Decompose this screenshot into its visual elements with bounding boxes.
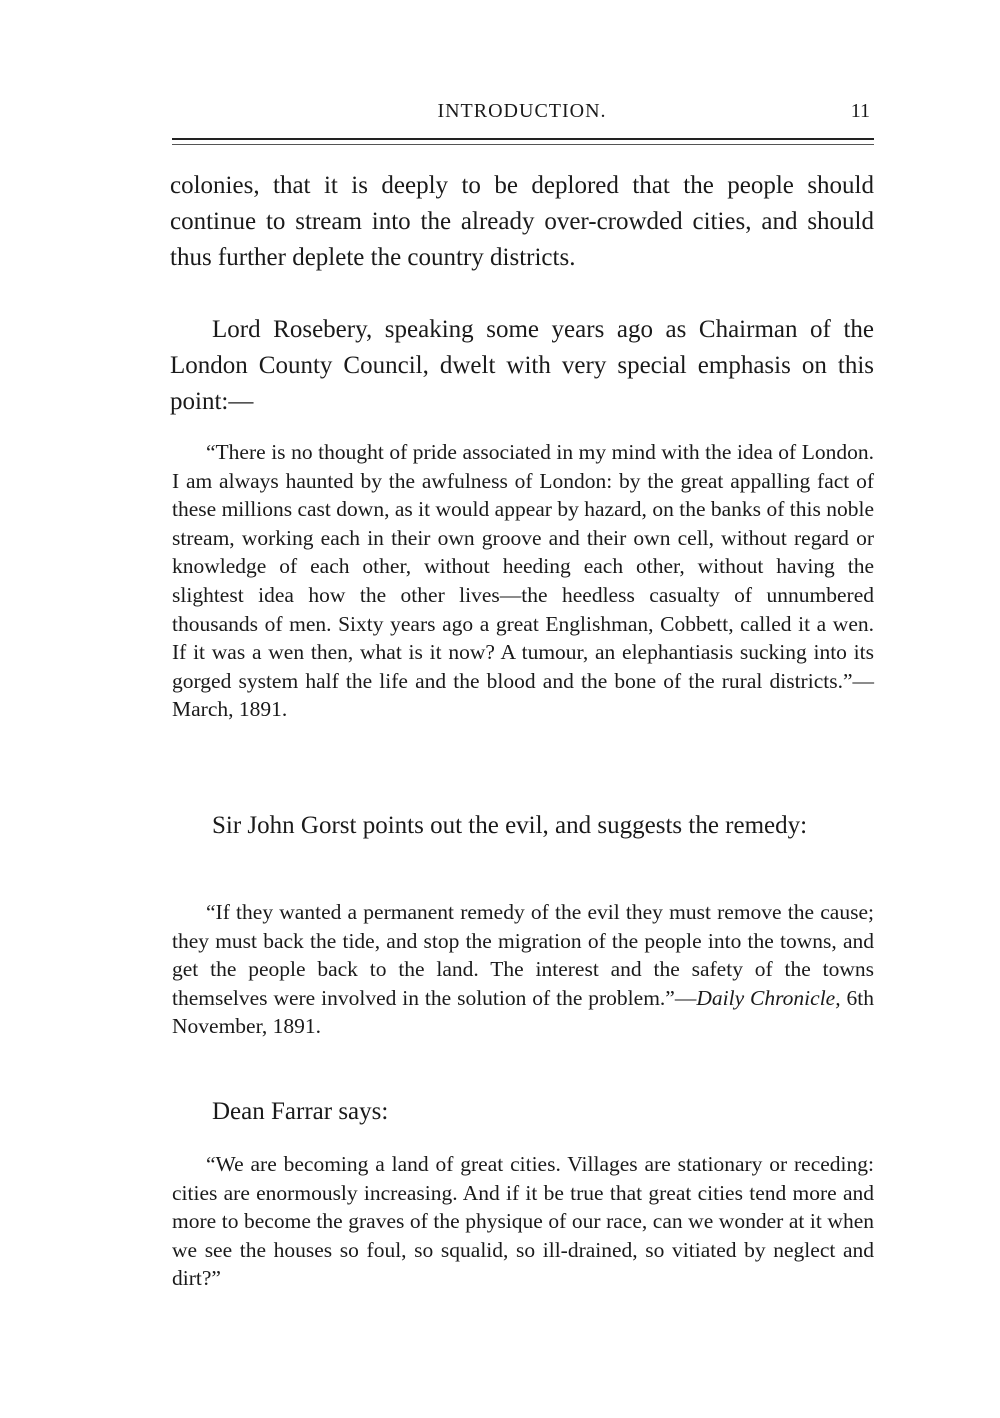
running-title: INTRODUCTION. xyxy=(437,100,607,122)
running-head xyxy=(172,98,872,128)
quote-gorst-date: 6th November, 1891. xyxy=(172,985,874,1039)
header-rule xyxy=(172,138,874,140)
quote-gorst-source: Daily Chronicle, xyxy=(696,985,841,1010)
paragraph-farrar-intro: Dean Farrar says: xyxy=(212,1098,389,1125)
quote-gorst xyxy=(172,898,874,1041)
paragraph-continuation: colonies, that it is deeply to be deplored that the people should continue to stream into the already over-crowded cities, and should thus further deplete the country districts. xyxy=(170,172,874,271)
page-number: 11 xyxy=(850,100,870,122)
paragraph-rosebery-intro: Lord Rosebery, speaking some years ago as Chairman of the London County Council, dwelt with very special emphasis on this point:— xyxy=(170,316,874,415)
quote-farrar: “We are becoming a land of great cities. Villages are stationary or receding: cities are enormously increasing. And if it be true that great cities tend more and more to become the graves of the physique of our race, can we wonder at it when we see the houses so foul, so squalid, so ill-drained, so vitiated by neglect and dirt?” xyxy=(172,1152,874,1291)
quote-rosebery: “There is no thought of pride associated in my mind with the idea of London. I am always haunted by the awfulness of London: by the great appalling fact of these millions cast down, as it would appear by hazard, on the banks of this noble stream, working each in their own groove and their own cell, without regard or knowledge of each other, without heeding each other, without having the slightest idea how the other lives—the heedless casualty of unnumbered thousands of men. Sixty years ago a great Englishman, Cobbett, called it a wen. If it was a wen then, what is it now? A tumour, an elephantiasis sucking into its gorged system half the life and the blood and the bone of the rural districts.”—March, 1891. xyxy=(172,440,874,722)
header-rule-thin xyxy=(172,144,874,145)
paragraph-gorst-intro: Sir John Gorst points out the evil, and suggests the remedy: xyxy=(212,812,808,839)
quote-gorst-text: “If they wanted a permanent remedy of the evil they must remove the cause; they must back the tide, and stop the migration of the people into the towns, and get the people back to the land. The interest and the safety of the towns themselves were involved in the solution of the problem.”— xyxy=(172,900,874,1010)
